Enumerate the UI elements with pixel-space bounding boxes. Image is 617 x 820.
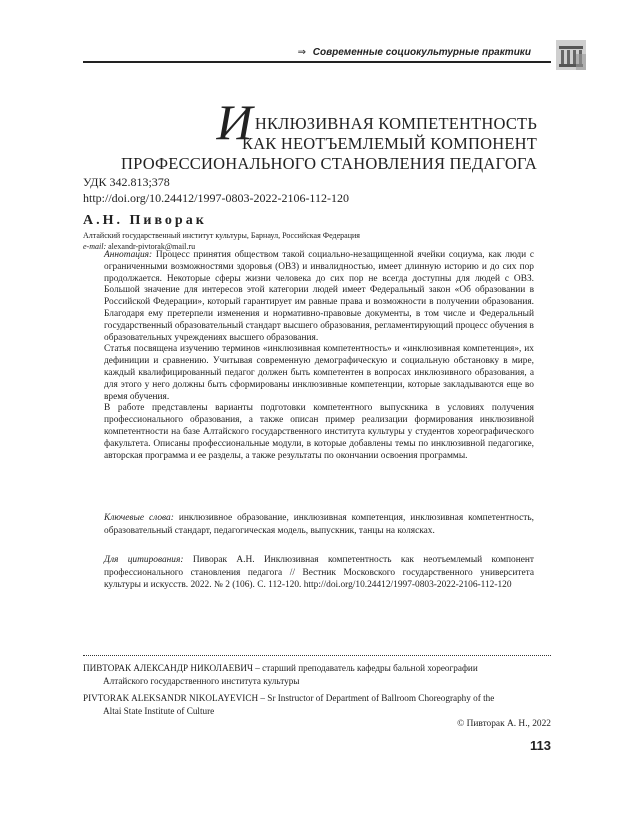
doi-link[interactable]: http://doi.org/10.24412/1997-0803-2022-2106-112-120 bbox=[83, 191, 349, 205]
bio-ru-line-2: Алтайского государственного института культуры bbox=[103, 676, 300, 686]
keywords bbox=[104, 512, 534, 537]
email-address[interactable]: alexandr-pivtorak@mail.ru bbox=[108, 242, 196, 251]
author-affiliation bbox=[83, 230, 360, 252]
keywords-text: инклюзивное образование, инклюзивная компетенция, инклюзивная компетентность, образовательный стандарт, педагогическая модель, выпускник, танцы на колясках. bbox=[104, 513, 534, 536]
section-title: Современные социокультурные практики bbox=[312, 47, 531, 58]
udk-code: УДК 342.813;378 bbox=[83, 175, 170, 189]
title-line-3: ПРОФЕССИОНАЛЬНОГО СТАНОВЛЕНИЯ ПЕДАГОГА bbox=[121, 154, 537, 173]
abstract bbox=[104, 250, 534, 462]
article-meta bbox=[83, 174, 349, 206]
footnote-divider bbox=[83, 655, 551, 656]
bio-en-line-2: Altai State Institute of Culture bbox=[103, 706, 215, 716]
bio-ru-line-1: ПИВТОРАК АЛЕКСАНДР НИКОЛАЕВИЧ – старший преподаватель кафедры бальной хореографии bbox=[83, 663, 478, 673]
copyright: © Пивторак А. Н., 2022 bbox=[457, 719, 551, 729]
affiliation-text: Алтайский государственный институт культуры, Барнаул, Российская Федерация bbox=[83, 231, 360, 240]
title-line-1: НКЛЮЗИВНАЯ КОМПЕТЕНТНОСТЬ bbox=[254, 114, 537, 133]
abstract-paragraph-1: Аннотация: Процесс принятия обществом такой социально-незащищенной ячейки социума, как люди с ограниченными возможностями здоровья (ОВЗ) и инвалидностью, имеет длинную историю и до сих пор продолжается. Некоторые сферы жизни человека до сих пор не всегда доступны для людей с ОВЗ. Большой значение для интересов этой категории людей имеет Федеральный закон «Об образовании в Российской Федерации», который гарантирует им равные права и возможности в получении образования. Благодаря ему претерпели изменения и нормативно-правовые документы, в том числе и Федеральный государственный образовательный стандарт высшего образования, регламентирующий процесс обучения в образовательных учреждениях высшего образования. bbox=[104, 250, 535, 343]
abstract-label: Аннотация: bbox=[104, 250, 153, 260]
bio-en-line-1: PIVTORAK ALEKSANDR NIKOLAYEVICH – Sr Instructor of Department of Ballroom Choreography of the bbox=[83, 693, 495, 703]
author-name: А.Н. Пиворак bbox=[83, 213, 207, 228]
citation-text: Пиворак А.Н. Инклюзивная компетентность как неотъемлемый компонент профессионального становления педагога // Вестник Московского государственного университета культуры и искусств. 2022. № 2 (106). С. 112-120. http://doi.org/10.24412/1997-0803-2022-2106-112-120 bbox=[104, 555, 535, 590]
arrow-icon: ⇒ bbox=[297, 47, 306, 58]
citation bbox=[104, 554, 534, 592]
header-rule bbox=[83, 61, 551, 63]
title-line-2: КАК НЕОТЪЕМЛЕМЫЙ КОМПОНЕНТ bbox=[241, 134, 537, 153]
abstract-paragraph-3: В работе представлены варианты подготовки компетентного выпускника в условиях получения профессионального образования, а также описан пример реализации формирования инклюзивной компетентности на базе Алтайского государственного института культуры у студентов хореографического факультета. Описаны профессиональные модули, в которые добавлены темы по инклюзивной педагогике, авторская программа и ее разделы, а также результаты по окончании освоения программы. bbox=[104, 403, 534, 461]
author-bio-ru bbox=[83, 662, 551, 688]
keywords-label: Ключевые слова: bbox=[104, 513, 174, 523]
running-header bbox=[298, 47, 531, 58]
citation-label: Для цитирования: bbox=[104, 555, 184, 565]
article-title bbox=[110, 92, 537, 174]
page-number: 113 bbox=[530, 738, 551, 753]
email-label: e-mail: bbox=[83, 242, 107, 251]
abstract-paragraph-2: Статья посвящена изучению терминов «инклюзивная компетентность» и «инклюзивная компетенция», их дефиниции и сравнению. Учитывая современную демографическую и социальную обстановку в мире, каждый квалифицированный педагог должен быть компетентен в вопросах инклюзивного образования, а для этого у него должны быть сформированы инклюзивные компетенции, которые закладываются еще во время обучения. bbox=[104, 344, 534, 402]
column-logo-icon bbox=[556, 40, 586, 70]
title-dropcap: И bbox=[216, 94, 253, 150]
author-bio-en bbox=[83, 692, 551, 718]
